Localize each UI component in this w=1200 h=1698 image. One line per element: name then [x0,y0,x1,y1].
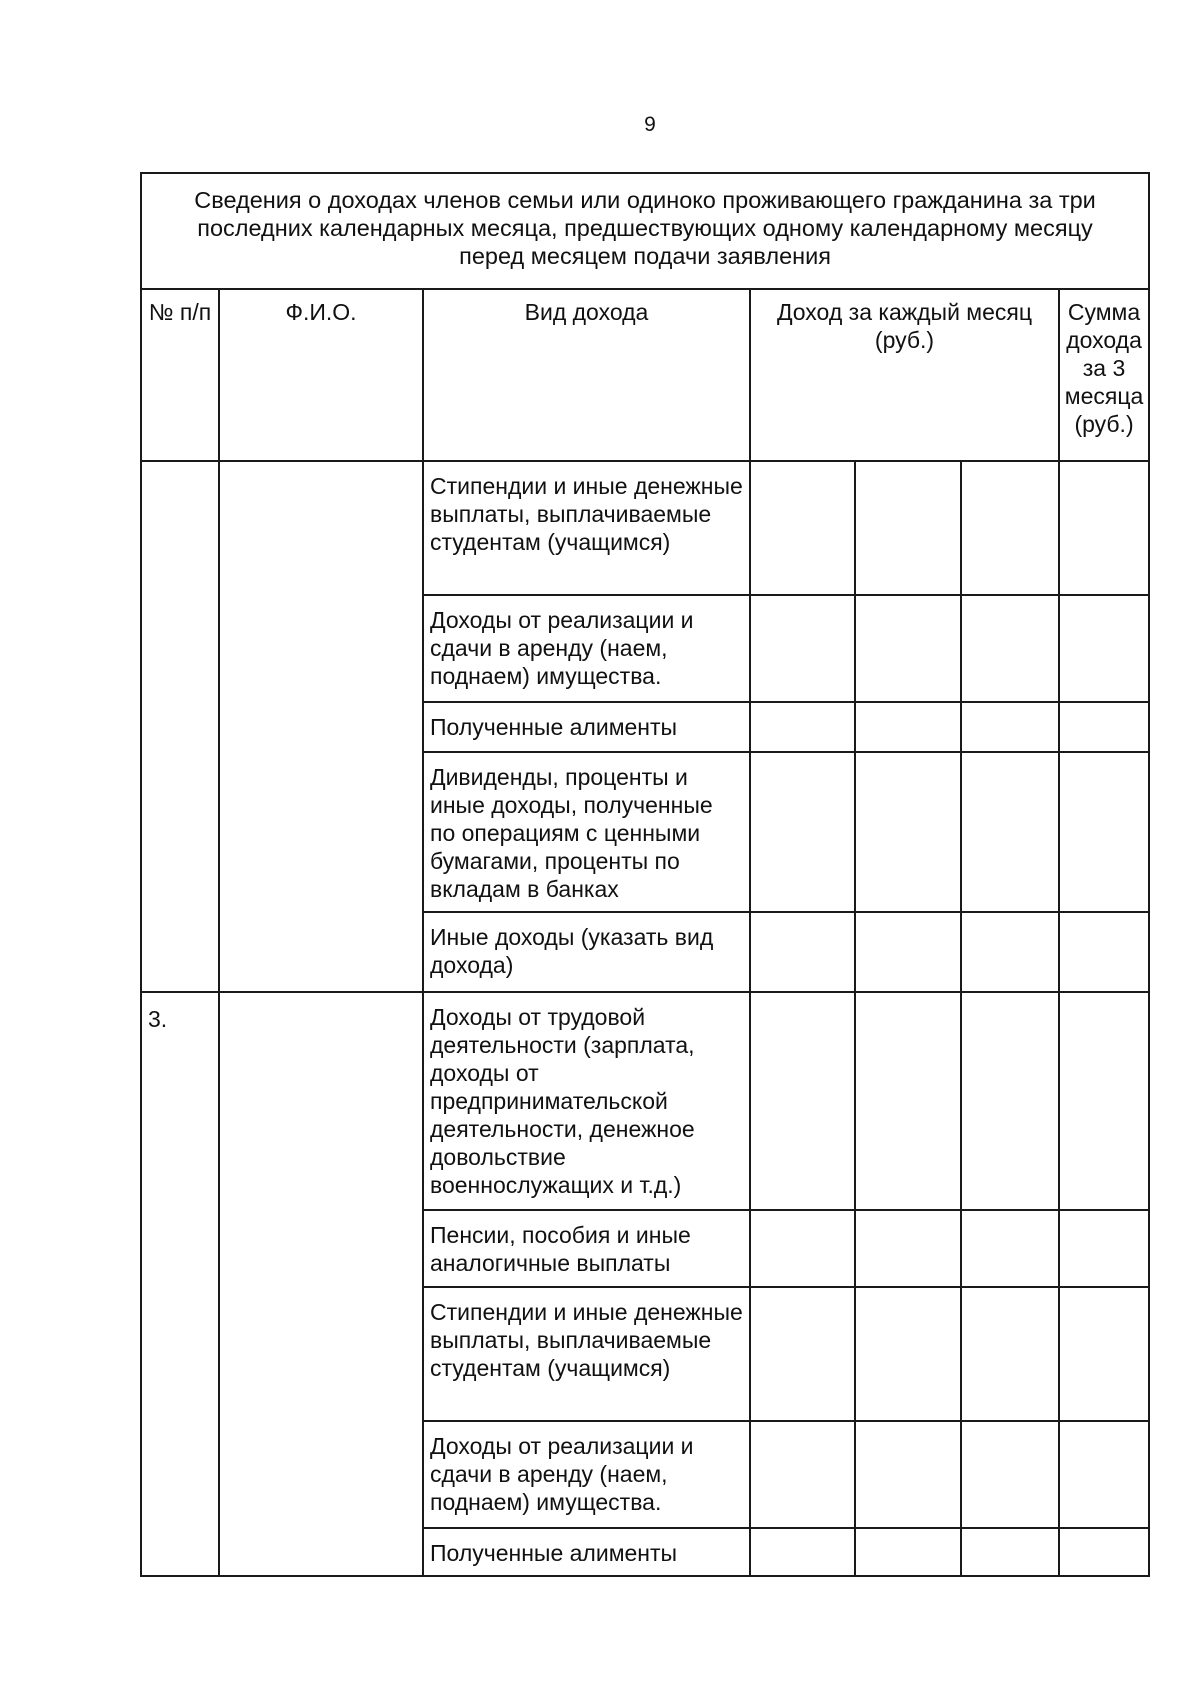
row-num-cell: 3. [141,992,219,1576]
total-cell [1059,1210,1149,1287]
header-num: № п/п [141,289,219,461]
month-1-cell [750,1210,855,1287]
month-2-cell [855,702,961,752]
month-2-cell [855,1528,961,1576]
month-3-cell [961,1528,1059,1576]
month-1-cell [750,1287,855,1421]
income-kind-cell: Полученные алименты [423,1528,750,1576]
total-cell [1059,752,1149,912]
total-cell [1059,702,1149,752]
income-table [140,172,1150,1577]
month-3-cell [961,1421,1059,1528]
income-kind-cell: Доходы от трудовой деятельности (зарплата, доходы от предпринимательской деятельности, денежное довольствие военнослужащих и т.д.) [423,992,750,1210]
month-1-cell [750,992,855,1210]
month-2-cell [855,595,961,702]
month-2-cell [855,461,961,595]
month-2-cell [855,1421,961,1528]
table-caption: Сведения о доходах членов семьи или одиноко проживающего гражданина за три последних календарных месяца, предшествующих одному календарному месяцу перед месяцем подачи заявления [141,173,1149,289]
total-cell [1059,461,1149,595]
month-3-cell [961,1287,1059,1421]
table-row [141,461,1149,595]
month-1-cell [750,702,855,752]
income-kind-cell: Стипендии и иные денежные выплаты, выплачиваемые студентам (учащимся) [423,1287,750,1421]
page-number: 9 [644,113,656,136]
total-cell [1059,1421,1149,1528]
month-2-cell [855,752,961,912]
header-fio: Ф.И.О. [219,289,423,461]
income-kind-cell: Иные доходы (указать вид дохода) [423,912,750,992]
month-2-cell [855,1210,961,1287]
month-1-cell [750,595,855,702]
month-2-cell [855,912,961,992]
total-cell [1059,1287,1149,1421]
income-kind-cell: Полученные алименты [423,702,750,752]
income-kind-cell: Стипендии и иные денежные выплаты, выплачиваемые студентам (учащимся) [423,461,750,595]
total-cell [1059,1528,1149,1576]
month-3-cell [961,992,1059,1210]
row-num-cell [141,461,219,992]
month-1-cell [750,752,855,912]
month-1-cell [750,1528,855,1576]
header-income-kind: Вид дохода [423,289,750,461]
header-monthly-income: Доход за каждый месяц (руб.) [750,289,1059,461]
fio-cell [219,992,423,1576]
total-cell [1059,595,1149,702]
table-row [141,992,1149,1210]
header-total-income: Сумма дохода за 3 месяца (руб.) [1059,289,1149,461]
income-kind-cell: Дивиденды, проценты и иные доходы, полученные по операциям с ценными бумагами, проценты по вкладам в банках [423,752,750,912]
total-cell [1059,992,1149,1210]
month-3-cell [961,912,1059,992]
month-3-cell [961,1210,1059,1287]
month-3-cell [961,752,1059,912]
income-kind-cell: Доходы от реализации и сдачи в аренду (наем, поднаем) имущества. [423,1421,750,1528]
month-3-cell [961,702,1059,752]
income-kind-cell: Доходы от реализации и сдачи в аренду (наем, поднаем) имущества. [423,595,750,702]
month-2-cell [855,992,961,1210]
fio-cell [219,461,423,992]
month-3-cell [961,595,1059,702]
total-cell [1059,912,1149,992]
month-3-cell [961,461,1059,595]
month-1-cell [750,912,855,992]
income-kind-cell: Пенсии, пособия и иные аналогичные выплаты [423,1210,750,1287]
month-1-cell [750,461,855,595]
header-row [141,289,1149,461]
month-1-cell [750,1421,855,1528]
month-2-cell [855,1287,961,1421]
